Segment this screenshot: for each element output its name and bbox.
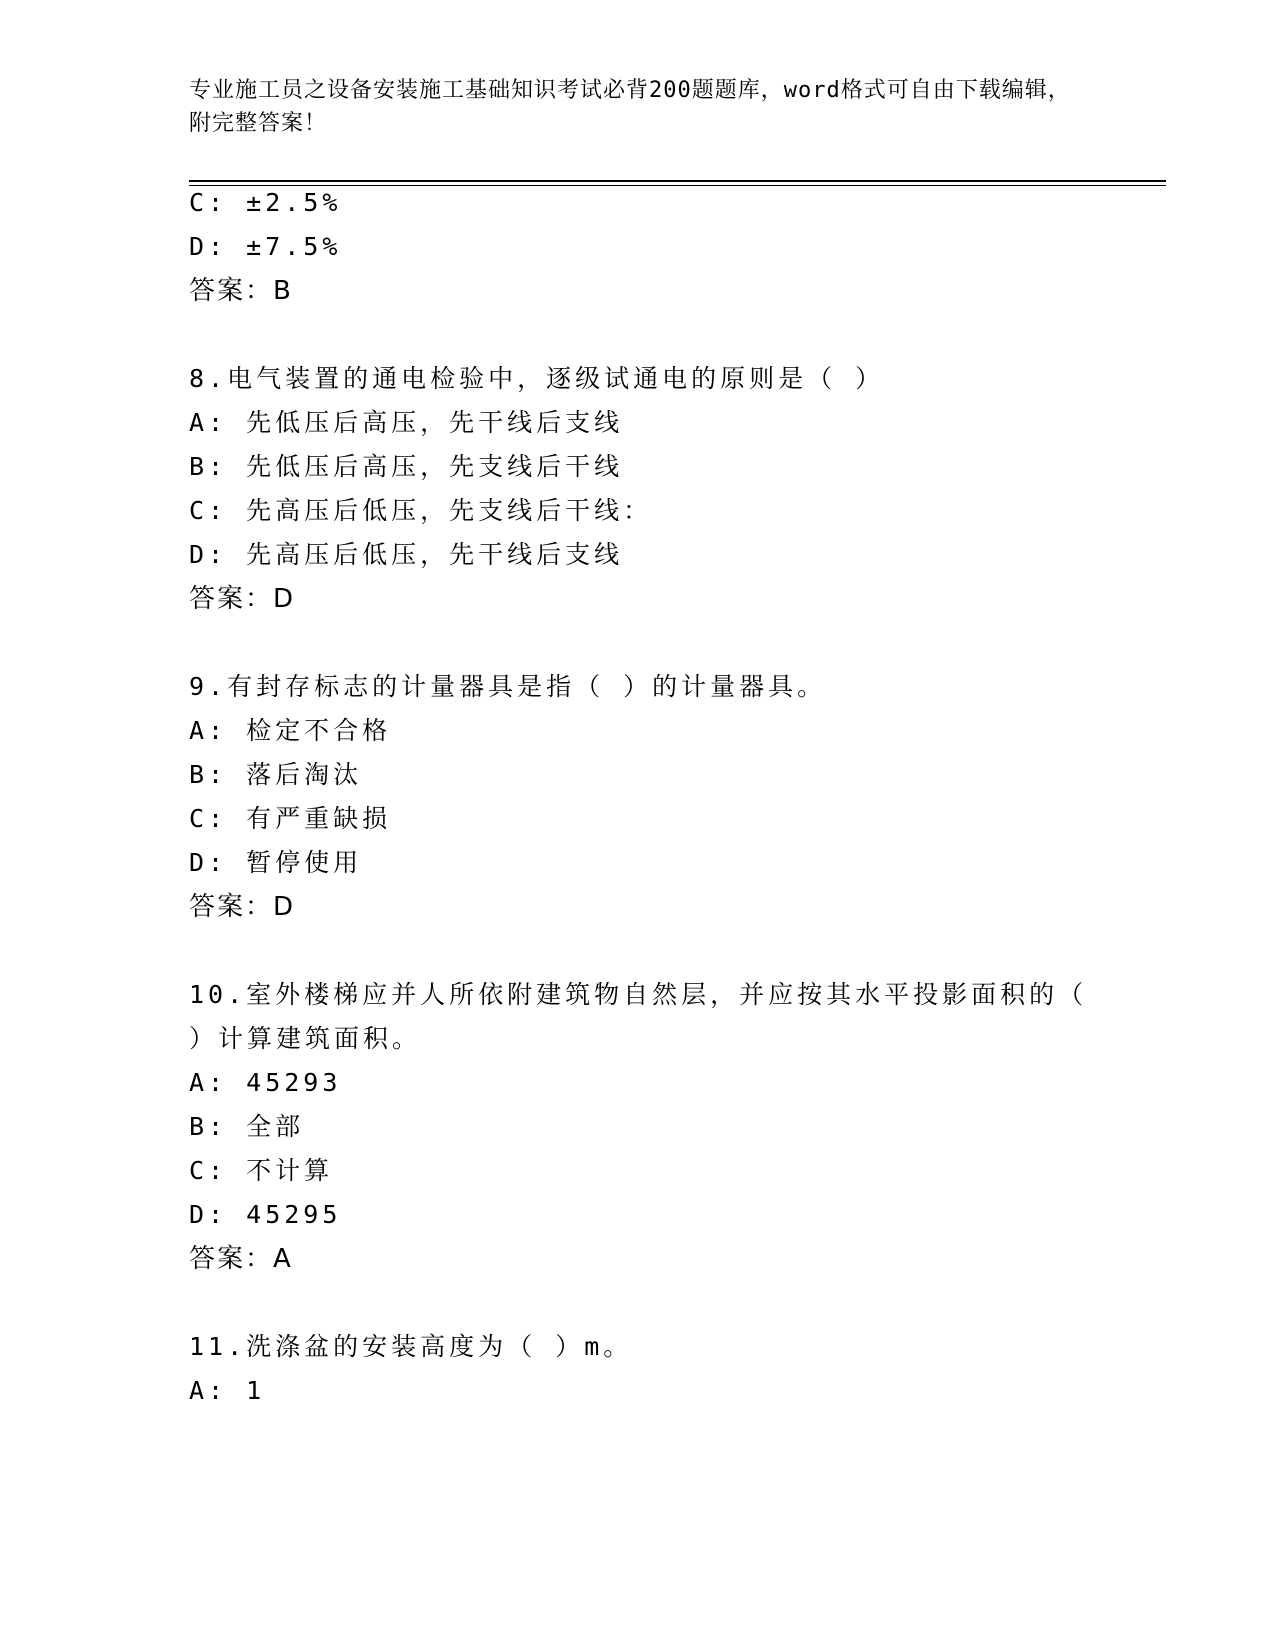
q9-answer: 答案：D bbox=[189, 892, 296, 922]
q10-option-c: C: 不计算 bbox=[189, 1156, 334, 1185]
q8-stem: 8.电气装置的通电检验中，逐级试通电的原则是（ ） bbox=[189, 364, 885, 393]
q11-stem: 11.洗涤盆的安装高度为（ ）m。 bbox=[189, 1332, 633, 1361]
q7-option-d: D: ±7.5% bbox=[189, 232, 342, 261]
q8-option-b: B: 先低压后高压，先支线后干线 bbox=[189, 452, 624, 481]
document-header: 专业施工员之设备安装施工基础知识考试必背200题题库，word格式可自由下载编辑，附完整答案！ bbox=[189, 78, 1071, 136]
header-rule-thick bbox=[189, 180, 1166, 182]
q7-answer: 答案：B bbox=[189, 276, 293, 306]
q8-option-c: C: 先高压后低压，先支线后干线： bbox=[189, 496, 653, 525]
q10-option-b: B: 全部 bbox=[189, 1112, 305, 1141]
q9-option-c: C: 有严重缺损 bbox=[189, 804, 392, 833]
q11-option-a: A: 1 bbox=[189, 1376, 266, 1405]
q10-stem-line2: ）计算建筑面积。 bbox=[189, 1024, 422, 1053]
q9-option-d: D: 暂停使用 bbox=[189, 848, 363, 877]
q8-answer: 答案：D bbox=[189, 584, 296, 614]
q10-answer: 答案：A bbox=[189, 1244, 293, 1274]
q10-option-d: D: 45295 bbox=[189, 1200, 342, 1229]
q9-option-a: A: 检定不合格 bbox=[189, 716, 392, 745]
q10-stem-line1: 10.室外楼梯应并人所依附建筑物自然层，并应按其水平投影面积的（ bbox=[189, 980, 1088, 1009]
header-rule-thin bbox=[189, 185, 1166, 186]
q9-stem: 9.有封存标志的计量器具是指（ ）的计量器具。 bbox=[189, 672, 827, 701]
q7-option-c: C: ±2.5% bbox=[189, 188, 342, 217]
q8-option-a: A: 先低压后高压，先干线后支线 bbox=[189, 408, 624, 437]
q10-option-a: A: 45293 bbox=[189, 1068, 342, 1097]
q8-option-d: D: 先高压后低压，先干线后支线 bbox=[189, 540, 624, 569]
q9-option-b: B: 落后淘汰 bbox=[189, 760, 363, 789]
